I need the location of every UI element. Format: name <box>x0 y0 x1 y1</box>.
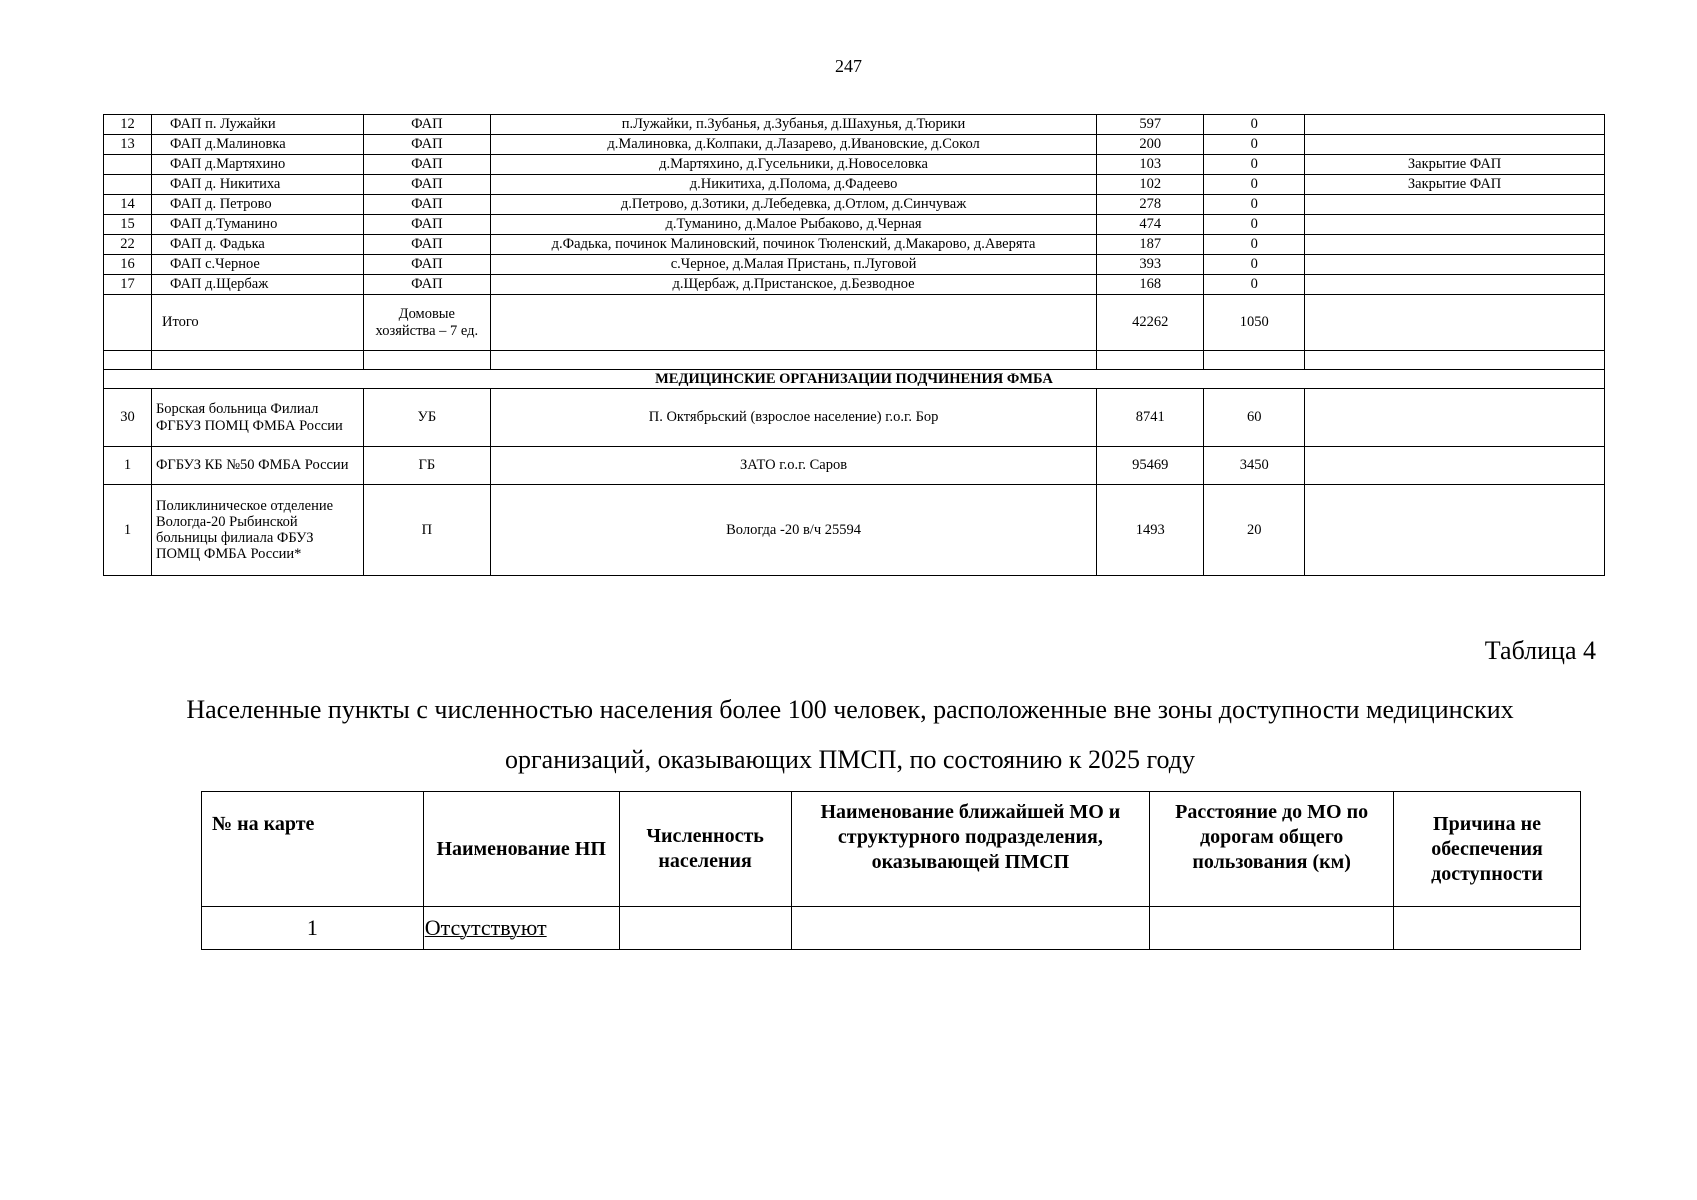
count-cell: 60 <box>1204 389 1305 447</box>
empty-cell <box>1305 351 1605 370</box>
note-cell <box>1305 135 1605 155</box>
population-cell: 187 <box>1097 235 1204 255</box>
settlements-cell: ЗАТО г.о.г. Саров <box>490 447 1097 485</box>
note-cell <box>1305 215 1605 235</box>
facility-name-cell: ФАП д.Малиновка <box>151 135 363 155</box>
settlements-cell: д.Щербаж, д.Пристанское, д.Безводное <box>490 275 1097 295</box>
count-cell: 0 <box>1204 215 1305 235</box>
facility-name-cell: ФАП д.Мартяхино <box>151 155 363 175</box>
table-row <box>104 389 1605 447</box>
population-cell: 95469 <box>1097 447 1204 485</box>
note-cell <box>1305 389 1605 447</box>
row-number-cell: 30 <box>104 389 152 447</box>
note-cell <box>1305 275 1605 295</box>
count-cell: 0 <box>1204 155 1305 175</box>
population-cell: 103 <box>1097 155 1204 175</box>
row-reason <box>1394 907 1581 950</box>
row-number-cell: 12 <box>104 115 152 135</box>
facility-type-cell: ФАП <box>363 175 490 195</box>
total-note-cell <box>1305 295 1605 351</box>
facility-name-cell: ФАП п. Лужайки <box>151 115 363 135</box>
page-number: 247 <box>835 56 862 76</box>
empty-cell <box>1097 351 1204 370</box>
header-settlement-name: Наименование НП <box>423 792 619 907</box>
population-cell: 1493 <box>1097 485 1204 576</box>
settlements-cell: Вологда -20 в/ч 25594 <box>490 485 1097 576</box>
row-settlement-name <box>423 907 619 950</box>
facility-name-cell: Борская больница Филиал ФГБУЗ ПОМЦ ФМБА России <box>151 389 363 447</box>
header-reason: Причина не обеспечения доступности <box>1394 792 1581 907</box>
count-cell: 3450 <box>1204 447 1305 485</box>
total-num-cell <box>104 295 152 351</box>
empty-cell <box>490 351 1097 370</box>
total-type-cell: Домовые хозяйства – 7 ед. <box>363 295 490 351</box>
population-cell: 8741 <box>1097 389 1204 447</box>
row-number-cell: 14 <box>104 195 152 215</box>
count-cell: 0 <box>1204 255 1305 275</box>
count-cell: 0 <box>1204 235 1305 255</box>
section-row <box>104 370 1605 389</box>
row-distance <box>1150 907 1394 950</box>
facility-name-cell: ФАП д. Никитиха <box>151 175 363 195</box>
note-cell <box>1305 447 1605 485</box>
facility-type-cell: ФАП <box>363 115 490 135</box>
facility-name-cell: ФГБУЗ КБ №50 ФМБА России <box>151 447 363 485</box>
population-cell: 393 <box>1097 255 1204 275</box>
header-map-number: № на карте <box>202 792 424 907</box>
table4-row <box>202 907 1581 950</box>
table4 <box>201 791 1581 950</box>
table4-title: Населенные пункты с численностью населения более 100 человек, расположенные вне зоны доступности медицинских организаций, оказывающих ПМСП, по состоянию к 2025 году <box>186 695 1514 774</box>
table-row <box>104 155 1605 175</box>
count-cell: 0 <box>1204 275 1305 295</box>
row-number-cell: 1 <box>104 485 152 576</box>
table4-header-row <box>202 792 1581 907</box>
facility-type-cell: ФАП <box>363 235 490 255</box>
total-row <box>104 295 1605 351</box>
count-cell: 0 <box>1204 195 1305 215</box>
row-number-cell <box>104 155 152 175</box>
note-cell: Закрытие ФАП <box>1305 155 1605 175</box>
row-number-cell: 22 <box>104 235 152 255</box>
settlements-cell: с.Черное, д.Малая Пристань, п.Луговой <box>490 255 1097 275</box>
table4-label: Таблица 4 <box>1484 636 1596 665</box>
section-title: МЕДИЦИНСКИЕ ОРГАНИЗАЦИИ ПОДЧИНЕНИЯ ФМБА <box>104 370 1605 389</box>
total-population-cell: 42262 <box>1097 295 1204 351</box>
facility-type-cell: ФАП <box>363 135 490 155</box>
facility-type-cell: П <box>363 485 490 576</box>
settlements-cell: д.Никитиха, д.Полома, д.Фадеево <box>490 175 1097 195</box>
row-number-cell: 16 <box>104 255 152 275</box>
population-cell: 168 <box>1097 275 1204 295</box>
population-cell: 200 <box>1097 135 1204 155</box>
row-population <box>619 907 791 950</box>
empty-cell <box>1204 351 1305 370</box>
facility-name-cell: Поликлиническое отделение Вологда-20 Рыбинской больницы филиала ФБУЗ ПОМЦ ФМБА России* <box>151 485 363 576</box>
empty-cell <box>104 351 152 370</box>
note-cell: Закрытие ФАП <box>1305 175 1605 195</box>
facility-name-cell: ФАП д. Петрово <box>151 195 363 215</box>
table-row <box>104 195 1605 215</box>
empty-row <box>104 351 1605 370</box>
table-row <box>104 115 1605 135</box>
note-cell <box>1305 115 1605 135</box>
row-number-cell <box>104 175 152 195</box>
table-row <box>104 485 1605 576</box>
settlements-cell: д.Фадька, починок Малиновский, починок Тюленский, д.Макарово, д.Аверята <box>490 235 1097 255</box>
row-map-number: 1 <box>202 907 424 950</box>
count-cell: 0 <box>1204 135 1305 155</box>
facility-type-cell: ФАП <box>363 275 490 295</box>
row-number-cell: 1 <box>104 447 152 485</box>
empty-cell <box>363 351 490 370</box>
table-row <box>104 235 1605 255</box>
table-row <box>104 275 1605 295</box>
settlements-cell: д.Петрово, д.Зотики, д.Лебедевка, д.Отлом, д.Синчуваж <box>490 195 1097 215</box>
row-number-cell: 15 <box>104 215 152 235</box>
header-population: Численность населения <box>619 792 791 907</box>
settlements-cell: д.Мартяхино, д.Гусельники, д.Новоселовка <box>490 155 1097 175</box>
table-row <box>104 447 1605 485</box>
total-label-cell: Итого <box>151 295 363 351</box>
population-cell: 597 <box>1097 115 1204 135</box>
empty-cell <box>151 351 363 370</box>
table-row <box>104 135 1605 155</box>
facility-name-cell: ФАП д.Туманино <box>151 215 363 235</box>
header-distance: Расстояние до МО по дорогам общего пользования (км) <box>1150 792 1394 907</box>
settlements-cell: П. Октябрьский (взрослое население) г.о.г. Бор <box>490 389 1097 447</box>
settlements-cell: д.Туманино, д.Малое Рыбаково, д.Черная <box>490 215 1097 235</box>
total-col6-cell: 1050 <box>1204 295 1305 351</box>
row-number-cell: 13 <box>104 135 152 155</box>
row-number-cell: 17 <box>104 275 152 295</box>
settlements-cell: п.Лужайки, п.Зубанья, д.Зубанья, д.Шахунья, д.Тюрики <box>490 115 1097 135</box>
population-cell: 278 <box>1097 195 1204 215</box>
note-cell <box>1305 235 1605 255</box>
population-cell: 102 <box>1097 175 1204 195</box>
row-nearest-mo <box>791 907 1150 950</box>
facility-type-cell: ФАП <box>363 155 490 175</box>
facility-type-cell: ГБ <box>363 447 490 485</box>
facility-type-cell: ФАП <box>363 255 490 275</box>
table-row <box>104 255 1605 275</box>
count-cell: 0 <box>1204 175 1305 195</box>
table-row <box>104 175 1605 195</box>
absent-text: Отсутствуют <box>424 915 547 940</box>
note-cell <box>1305 255 1605 275</box>
medical-facilities-table <box>103 114 1605 576</box>
facility-type-cell: УБ <box>363 389 490 447</box>
note-cell <box>1305 195 1605 215</box>
facility-name-cell: ФАП с.Черное <box>151 255 363 275</box>
count-cell: 20 <box>1204 485 1305 576</box>
count-cell: 0 <box>1204 115 1305 135</box>
facility-type-cell: ФАП <box>363 195 490 215</box>
facility-name-cell: ФАП д.Щербаж <box>151 275 363 295</box>
note-cell <box>1305 485 1605 576</box>
settlements-cell: д.Малиновка, д.Колпаки, д.Лазарево, д.Ивановские, д.Сокол <box>490 135 1097 155</box>
total-settlements-cell <box>490 295 1097 351</box>
facility-type-cell: ФАП <box>363 215 490 235</box>
facility-name-cell: ФАП д. Фадька <box>151 235 363 255</box>
main-table-body <box>104 115 1605 389</box>
header-nearest-mo: Наименование ближайшей МО и структурного подразделения, оказывающей ПМСП <box>791 792 1150 907</box>
fmba-table-body <box>104 389 1605 576</box>
table-row <box>104 215 1605 235</box>
population-cell: 474 <box>1097 215 1204 235</box>
